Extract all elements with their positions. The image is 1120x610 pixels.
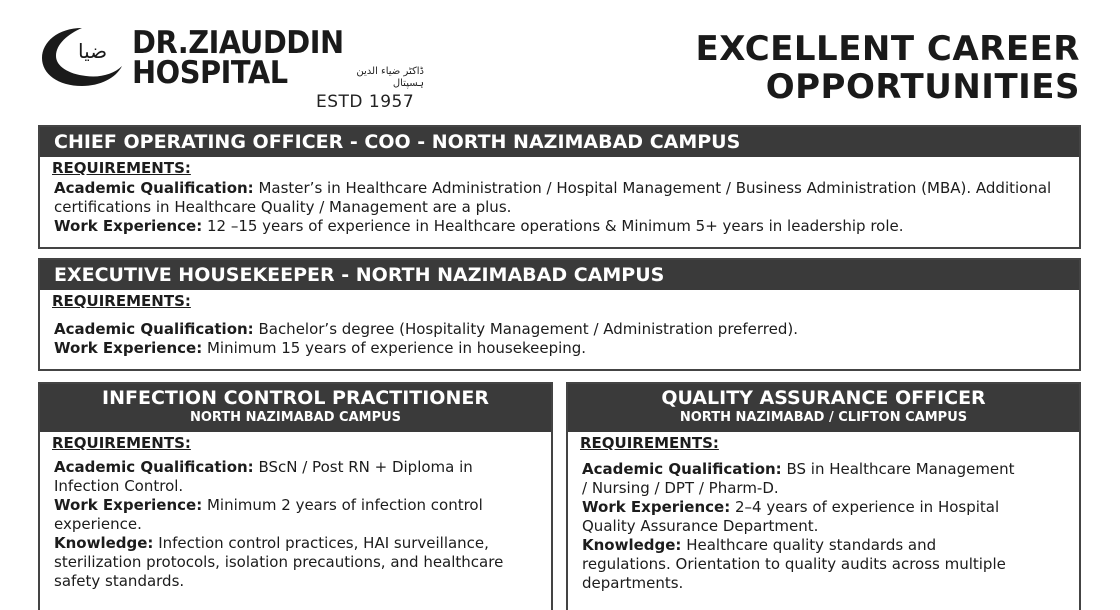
requirement-label: Knowledge:: [582, 536, 682, 554]
job-card-quality-assurance: [566, 382, 1081, 610]
hospital-name-urdu: [334, 66, 424, 90]
requirement-label: Academic Qualification:: [54, 458, 254, 476]
job-title: CHIEF OPERATING OFFICER - COO - NORTH NAZIMABAD CAMPUS: [40, 127, 1079, 157]
requirement-text: BS in Healthcare Management / Nursing / DPT / Pharm-D.: [582, 460, 1015, 497]
hospital-name-line2: HOSPITAL: [132, 55, 288, 91]
requirement-item: [54, 179, 1067, 217]
requirements-heading: REQUIREMENTS:: [52, 159, 191, 177]
requirement-item: [54, 534, 515, 591]
requirement-label: Work Experience:: [582, 498, 731, 516]
requirement-item: [54, 217, 1067, 236]
requirement-item: [54, 458, 515, 496]
page-headline: [695, 30, 1080, 106]
job-campus: NORTH NAZIMABAD / CLIFTON CAMPUS: [679, 410, 968, 425]
requirement-text: 12 –15 years of experience in Healthcare operations & Minimum 5+ years in leadership role.: [202, 217, 904, 235]
requirement-label: Academic Qualification:: [582, 460, 782, 478]
urdu-line1: ڈاکٹر ضیاء الدین: [356, 66, 424, 77]
requirement-label: Academic Qualification:: [54, 179, 254, 197]
requirements-heading: REQUIREMENTS:: [52, 292, 191, 310]
job-title: QUALITY ASSURANCE OFFICER: [661, 387, 986, 409]
requirement-text: Master’s in Healthcare Administration / Hospital Management / Business Administration (MBA). Additional certifications in Healthcare Quality / Management are a plus.: [54, 179, 1052, 216]
requirements-heading: REQUIREMENTS:: [580, 434, 719, 452]
svg-text:ﺿﻴﺎ: ﺿﻴﺎ: [78, 39, 108, 63]
job-title: INFECTION CONTROL PRACTITIONER: [102, 387, 489, 409]
urdu-line2: ہسپتال: [392, 78, 424, 89]
requirements-heading: REQUIREMENTS:: [52, 434, 191, 452]
hospital-logo: [38, 18, 458, 118]
requirement-text: Healthcare quality standards and regulations. Orientation to quality audits across multiple departments.: [582, 536, 1006, 592]
hospital-name: [132, 25, 344, 91]
requirement-item: [54, 496, 515, 534]
requirement-label: Academic Qualification:: [54, 320, 254, 338]
hospital-name-line1: DR.ZIAUDDIN: [132, 25, 344, 61]
job-requirements: [568, 452, 1079, 593]
requirement-text: Minimum 2 years of infection control experience.: [54, 496, 483, 533]
established-year: ESTD 1957: [316, 92, 415, 112]
headline-line2: OPPORTUNITIES: [765, 67, 1080, 107]
requirement-item: [582, 460, 1019, 498]
job-requirements: [40, 310, 1079, 358]
requirement-label: Work Experience:: [54, 217, 203, 235]
job-title-bar: [40, 384, 551, 432]
requirement-text: Bachelor’s degree (Hospitality Management / Administration preferred).: [253, 320, 799, 338]
requirement-label: Work Experience:: [54, 339, 203, 357]
requirement-text: BScN / Post RN + Diploma in Infection Control.: [54, 458, 473, 495]
requirement-text: 2–4 years of experience in Hospital Quality Assurance Department.: [582, 498, 1000, 535]
requirement-item: [582, 536, 1019, 593]
job-requirements: [40, 177, 1079, 236]
requirement-item: [582, 498, 1019, 536]
headline-line1: EXCELLENT CAREER: [695, 29, 1080, 69]
job-campus: NORTH NAZIMABAD CAMPUS: [189, 410, 402, 425]
requirement-label: Work Experience:: [54, 496, 203, 514]
job-card-infection-control: [38, 382, 553, 610]
job-card-coo: [38, 125, 1081, 249]
job-title-bar: [568, 384, 1079, 432]
job-title: EXECUTIVE HOUSEKEEPER - NORTH NAZIMABAD CAMPUS: [40, 260, 1079, 290]
requirement-text: Minimum 15 years of experience in housekeeping.: [202, 339, 587, 357]
requirement-text: Infection control practices, HAI surveillance, sterilization protocols, isolation precautions, and healthcare safety standards.: [54, 534, 504, 590]
crescent-moon-icon: [38, 24, 126, 88]
job-card-housekeeper: [38, 258, 1081, 371]
requirement-item: [54, 339, 1067, 358]
requirement-item: [54, 320, 1067, 339]
job-requirements: [40, 452, 551, 591]
requirement-label: Knowledge:: [54, 534, 154, 552]
